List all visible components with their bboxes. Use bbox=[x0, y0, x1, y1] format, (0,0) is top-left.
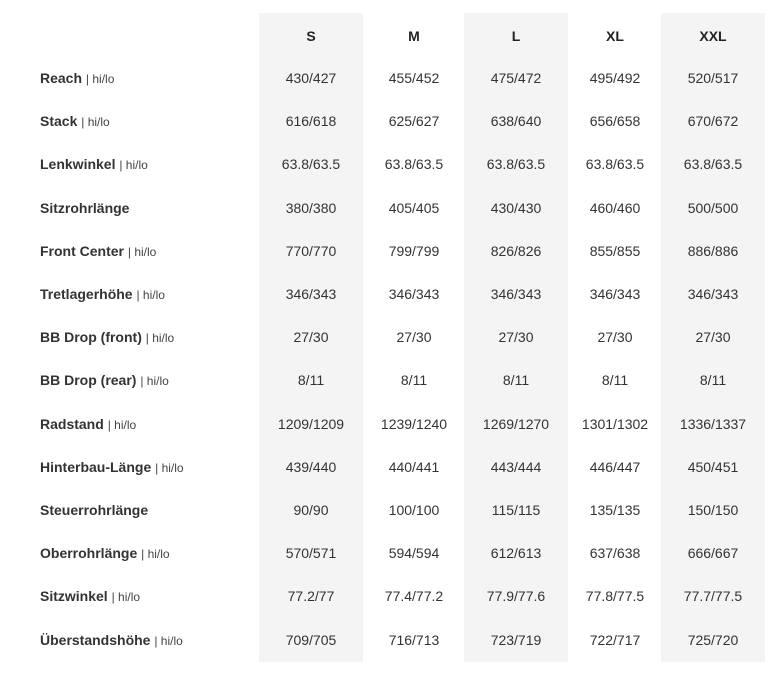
table-cell-xxl: 1336/1337 bbox=[679, 415, 747, 432]
row-label bbox=[40, 100, 110, 143]
row-label-name: BB Drop (front) bbox=[40, 329, 142, 346]
row-label bbox=[40, 359, 169, 402]
table-row bbox=[0, 489, 776, 532]
table-cell-l: 475/472 bbox=[490, 70, 542, 86]
table-cell-s: 570/571 bbox=[285, 545, 337, 562]
table-cell-xl: 77.8/77.5 bbox=[585, 588, 645, 605]
row-label-name: Oberrohrlänge bbox=[40, 545, 138, 562]
table-cell-m: 1239/1240 bbox=[380, 415, 448, 432]
table-cell-s: 8/11 bbox=[297, 372, 325, 389]
table-cell-m: 27/30 bbox=[396, 329, 432, 346]
table-cell-s: 430/427 bbox=[285, 70, 337, 86]
table-row bbox=[0, 230, 776, 273]
table-cell-m: 77.4/77.2 bbox=[384, 588, 444, 605]
row-label bbox=[40, 619, 183, 662]
table-row bbox=[0, 187, 776, 230]
column-header-xl: XL bbox=[606, 28, 624, 44]
table-cell-s: 90/90 bbox=[293, 502, 329, 518]
table-row bbox=[0, 359, 776, 402]
table-cell-xxl: 666/667 bbox=[687, 545, 739, 562]
table-cell-l: 723/719 bbox=[490, 631, 542, 648]
table-cell-s: 346/343 bbox=[285, 286, 337, 302]
table-cell-m: 455/452 bbox=[388, 70, 440, 86]
column-header-m: M bbox=[408, 28, 420, 44]
table-cell-m: 100/100 bbox=[388, 502, 440, 518]
row-label-name: Überstandshöhe bbox=[40, 631, 151, 648]
table-cell-l: 77.9/77.6 bbox=[486, 588, 546, 605]
table-cell-xl: 63.8/63.5 bbox=[585, 156, 645, 173]
table-cell-xl: 346/343 bbox=[589, 286, 641, 302]
table-row bbox=[0, 316, 776, 359]
row-label-name: Front Center bbox=[40, 242, 124, 259]
row-label bbox=[40, 575, 140, 618]
row-label-suffix: | hi/lo bbox=[154, 633, 183, 648]
table-cell-s: 77.2/77 bbox=[287, 588, 335, 605]
table-cell-l: 638/640 bbox=[490, 113, 542, 130]
table-cell-l: 115/115 bbox=[491, 502, 541, 518]
row-label bbox=[40, 403, 136, 446]
table-cell-xl: 1301/1302 bbox=[581, 415, 649, 432]
table-cell-xl: 722/717 bbox=[589, 631, 641, 648]
table-cell-m: 440/441 bbox=[388, 458, 440, 475]
table-cell-xxl: 63.8/63.5 bbox=[683, 156, 743, 173]
table-cell-l: 346/343 bbox=[490, 286, 542, 302]
row-label-name: Stack bbox=[40, 113, 78, 130]
row-label bbox=[40, 532, 170, 575]
table-cell-m: 405/405 bbox=[388, 199, 440, 216]
table-cell-m: 346/343 bbox=[388, 286, 440, 302]
row-label-suffix: | hi/lo bbox=[119, 158, 148, 173]
table-row bbox=[0, 403, 776, 446]
table-cell-l: 826/826 bbox=[490, 242, 542, 259]
column-header-s: S bbox=[306, 28, 316, 44]
row-label-suffix: | hi/lo bbox=[81, 115, 110, 130]
table-cell-xxl: 346/343 bbox=[687, 286, 739, 302]
table-row bbox=[0, 143, 776, 186]
table-row bbox=[0, 532, 776, 575]
table-cell-xl: 855/855 bbox=[589, 242, 641, 259]
table-row bbox=[0, 446, 776, 489]
table-cell-s: 1209/1209 bbox=[277, 415, 345, 432]
table-cell-l: 612/613 bbox=[490, 545, 542, 562]
table-cell-m: 8/11 bbox=[400, 372, 428, 389]
table-cell-xl: 637/638 bbox=[589, 545, 641, 562]
table-cell-s: 770/770 bbox=[285, 242, 337, 259]
row-label-suffix: | hi/lo bbox=[141, 547, 170, 562]
table-cell-xxl: 886/886 bbox=[687, 242, 739, 259]
row-label-name: Sitzrohrlänge bbox=[40, 199, 130, 216]
row-label-suffix: | hi/lo bbox=[127, 244, 157, 259]
table-row bbox=[0, 619, 776, 662]
row-label-suffix: | hi/lo bbox=[145, 331, 175, 346]
row-label bbox=[40, 273, 165, 316]
column-header-l: L bbox=[511, 28, 521, 44]
table-cell-s: 616/618 bbox=[285, 113, 337, 130]
table-cell-m: 716/713 bbox=[388, 631, 440, 648]
row-label bbox=[40, 316, 174, 359]
table-cell-xl: 460/460 bbox=[589, 199, 641, 216]
table-cell-m: 594/594 bbox=[388, 545, 440, 562]
table-row bbox=[0, 100, 776, 143]
table-row bbox=[0, 57, 776, 100]
table-cell-m: 799/799 bbox=[388, 242, 440, 259]
table-cell-xxl: 725/720 bbox=[687, 631, 739, 648]
table-cell-s: 27/30 bbox=[293, 329, 329, 346]
table-cell-xxl: 27/30 bbox=[695, 329, 731, 346]
table-cell-xl: 27/30 bbox=[597, 329, 633, 346]
row-label-name: Tretlagerhöhe bbox=[40, 286, 133, 302]
table-cell-m: 63.8/63.5 bbox=[384, 156, 444, 173]
table-cell-xl: 495/492 bbox=[589, 70, 641, 86]
table-cell-xxl: 520/517 bbox=[687, 70, 739, 86]
table-cell-xxl: 450/451 bbox=[687, 458, 739, 475]
row-label-suffix: | hi/lo bbox=[155, 460, 184, 475]
table-cell-xl: 8/11 bbox=[601, 372, 629, 389]
table-cell-l: 1269/1270 bbox=[482, 415, 550, 432]
table-row bbox=[0, 273, 776, 316]
row-label-suffix: | hi/lo bbox=[140, 374, 169, 389]
table-row bbox=[0, 575, 776, 618]
table-cell-m: 625/627 bbox=[388, 113, 440, 130]
row-label bbox=[40, 57, 114, 100]
table-cell-s: 380/380 bbox=[285, 199, 337, 216]
row-label bbox=[40, 187, 129, 230]
table-cell-xl: 656/658 bbox=[589, 113, 641, 130]
table-cell-xxl: 77.7/77.5 bbox=[683, 588, 743, 605]
row-label-name: Lenkwinkel bbox=[40, 156, 116, 173]
row-label bbox=[40, 230, 156, 273]
row-label-name: Radstand bbox=[40, 415, 104, 432]
row-label bbox=[40, 143, 148, 186]
table-cell-xxl: 500/500 bbox=[687, 199, 739, 216]
column-header-xxl: XXL bbox=[699, 28, 727, 44]
table-cell-xxl: 8/11 bbox=[699, 372, 727, 389]
row-label-name: Sitzwinkel bbox=[40, 588, 108, 605]
row-label-name: Steuerrohrlänge bbox=[40, 502, 149, 518]
table-cell-xl: 446/447 bbox=[589, 458, 641, 475]
row-label-name: Hinterbau-Länge bbox=[40, 458, 152, 475]
table-cell-l: 8/11 bbox=[502, 372, 530, 389]
table-cell-s: 709/705 bbox=[285, 631, 337, 648]
table-cell-xl: 135/135 bbox=[589, 502, 641, 518]
row-label-suffix: | hi/lo bbox=[85, 72, 115, 86]
row-label-name: Reach bbox=[40, 70, 83, 86]
table-cell-l: 63.8/63.5 bbox=[486, 156, 546, 173]
table-cell-s: 439/440 bbox=[285, 458, 337, 475]
row-label-suffix: | hi/lo bbox=[107, 417, 137, 432]
table-cell-xxl: 150/150 bbox=[687, 502, 739, 518]
table-cell-l: 443/444 bbox=[490, 458, 542, 475]
table-cell-l: 27/30 bbox=[498, 329, 534, 346]
row-label bbox=[40, 446, 184, 489]
row-label-suffix: | hi/lo bbox=[136, 288, 165, 302]
table-cell-xxl: 670/672 bbox=[687, 113, 739, 130]
row-label bbox=[40, 489, 148, 532]
table-cell-s: 63.8/63.5 bbox=[281, 156, 341, 173]
row-label-name: BB Drop (rear) bbox=[40, 372, 137, 389]
row-label-suffix: | hi/lo bbox=[111, 590, 141, 605]
table-cell-l: 430/430 bbox=[490, 199, 542, 216]
